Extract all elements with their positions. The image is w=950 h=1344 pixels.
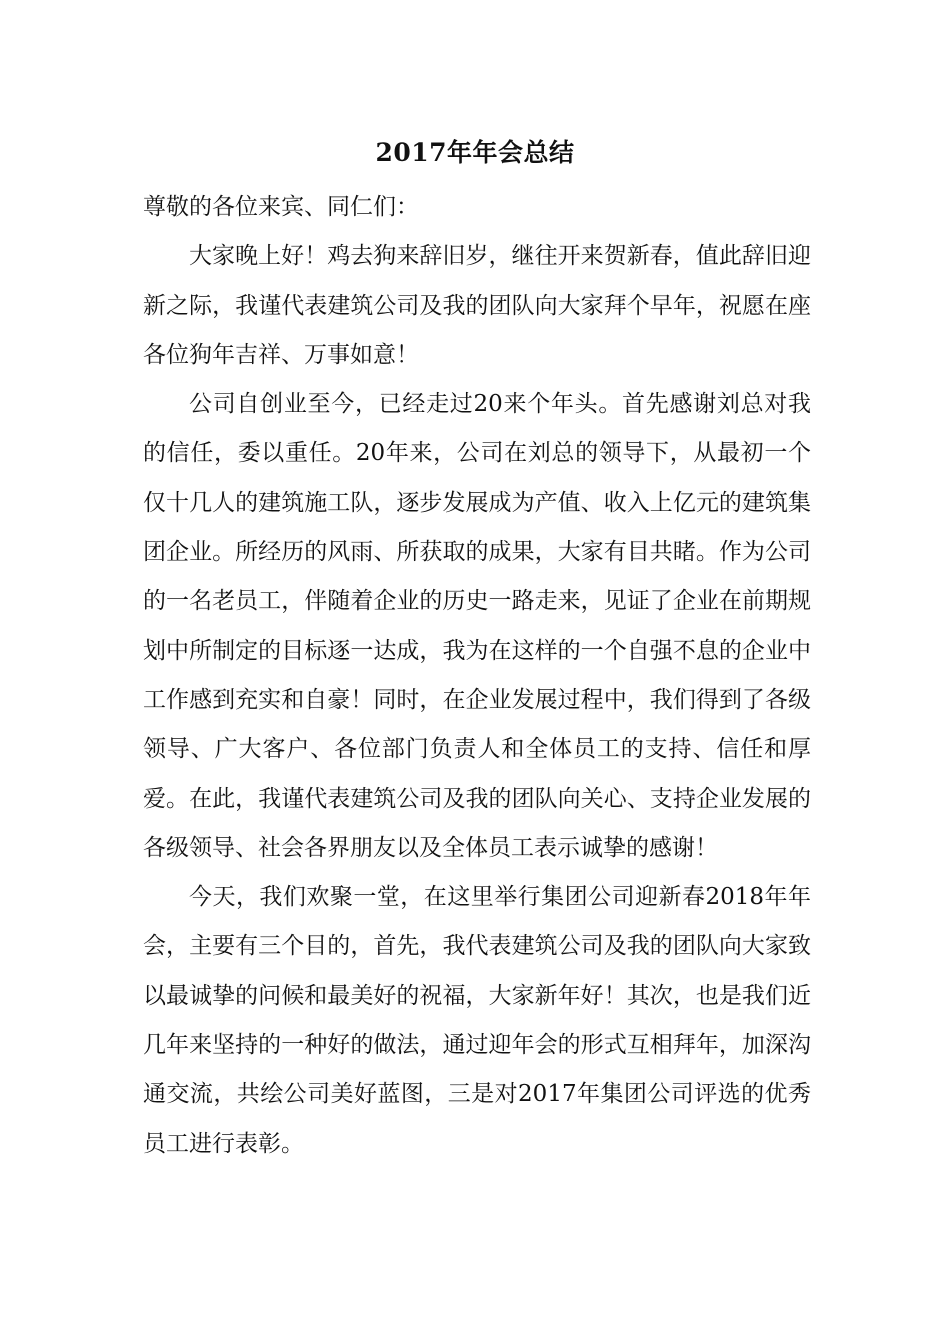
paragraph-annual-meeting: 今天，我们欢聚一堂，在这里举行集团公司迎新春2018年年会，主要有三个目的，首先，我代表建筑公司及我的团队向大家致以最诚挚的问候和最美好的祝福，大家新年好！其次，也是我们近几年来坚持的一种好的做法，通过迎年会的形式互相拜年，加深沟通交流，共绘公司美好蓝图，三是对2017年集团公司评选的优秀员工进行表彰。 — [143, 884, 811, 1157]
document-body — [143, 183, 811, 1169]
paragraph-company-history: 公司自创业至今，已经走过20来个年头。首先感谢刘总对我的信任，委以重任。20年来，公司在刘总的领导下，从最初一个仅十几人的建筑施工队，逐步发展成为产值、收入上亿元的建筑集团企业。所经历的风雨、所获取的成果，大家有目共睹。作为公司的一名老员工，伴随着企业的历史一路走来，见证了企业在前期规划中所制定的目标逐一达成，我为在这样的一个自强不息的企业中工作感到充实和自豪！同时，在企业发展过程中，我们得到了各级领导、广大客户、各位部门负责人和全体员工的支持、信任和厚爱。在此，我谨代表建筑公司及我的团队向关心、支持企业发展的各级领导、社会各界朋友以及全体员工表示诚挚的感谢！ — [143, 391, 811, 861]
salutation: 尊敬的各位来宾、同仁们： — [143, 194, 419, 220]
paragraph-greeting: 大家晚上好！鸡去狗来辞旧岁，继往开来贺新春，值此辞旧迎新之际，我谨代表建筑公司及我的团队向大家拜个早年，祝愿在座各位狗年吉祥、万事如意！ — [143, 243, 811, 368]
document-title: 2017年年会总结 — [375, 138, 575, 167]
